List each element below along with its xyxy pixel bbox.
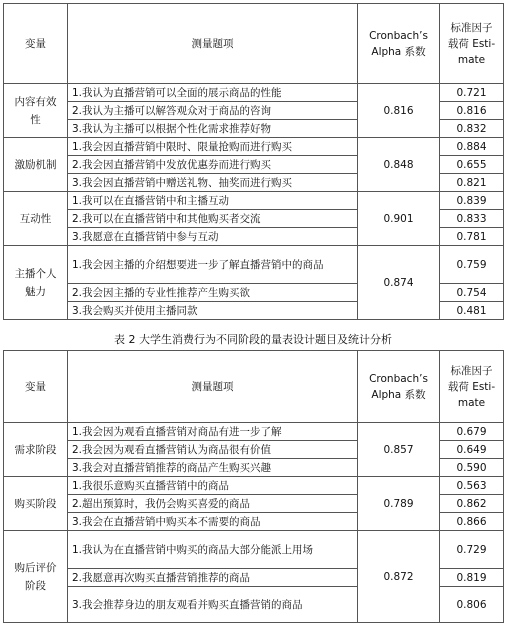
variable-cell: 互动性 xyxy=(4,192,68,246)
header-item: 测量题项 xyxy=(68,351,358,423)
loading-cell: 0.679 xyxy=(440,423,504,441)
loading-cell: 0.781 xyxy=(440,228,504,246)
item-cell: 2.我认为主播可以解答观众对于商品的咨询 xyxy=(68,102,358,120)
variable-label: 内容有效性 xyxy=(14,95,57,126)
alpha-cell: 0.874 xyxy=(358,246,440,320)
alpha-cell: 0.816 xyxy=(358,84,440,138)
loading-cell: 0.759 xyxy=(440,246,504,284)
table-row xyxy=(4,192,504,210)
loading-cell: 0.832 xyxy=(440,120,504,138)
alpha-cell: 0.901 xyxy=(358,192,440,246)
table-header-row xyxy=(4,351,504,423)
header-alpha-text: Cronbach’s Alpha 系数 xyxy=(369,372,428,401)
item-cell: 2.我可以在直播营销中和其他购买者交流 xyxy=(68,210,358,228)
item-cell: 2.我会因主播的专业性推荐产生购买欲 xyxy=(68,284,358,302)
table-1 xyxy=(3,3,504,320)
loading-cell: 0.590 xyxy=(440,459,504,477)
variable-cell xyxy=(4,138,68,192)
variable-label: 购后评价阶段 xyxy=(14,561,57,592)
variable-cell xyxy=(4,84,68,138)
header-loading-text: 标准因子载荷 Esti-mate xyxy=(447,21,496,66)
item-cell: 1.我会因为观看直播营销对商品有进一步了解 xyxy=(68,423,358,441)
header-alpha xyxy=(358,351,440,423)
loading-cell: 0.649 xyxy=(440,441,504,459)
loading-cell: 0.563 xyxy=(440,477,504,495)
item-cell: 3.我会对直播营销推荐的商品产生购买兴趣 xyxy=(68,459,358,477)
item-cell: 1.我可以在直播营销中和主播互动 xyxy=(68,192,358,210)
loading-cell: 0.862 xyxy=(440,495,504,513)
loading-cell: 0.833 xyxy=(440,210,504,228)
item-cell: 2.我会因为观看直播营销认为商品很有价值 xyxy=(68,441,358,459)
table-row xyxy=(4,423,504,441)
header-variable: 变量 xyxy=(4,351,68,423)
item-cell: 1.我认为直播营销可以全面的展示商品的性能 xyxy=(68,84,358,102)
loading-cell: 0.866 xyxy=(440,513,504,531)
loading-cell: 0.655 xyxy=(440,156,504,174)
table-2 xyxy=(3,350,504,623)
loading-cell: 0.729 xyxy=(440,531,504,569)
item-cell: 1.我会因直播营销中限时、限量抢购而进行购买 xyxy=(68,138,358,156)
header-alpha xyxy=(358,4,440,84)
loading-cell: 0.821 xyxy=(440,174,504,192)
header-loading xyxy=(440,351,504,423)
variable-cell xyxy=(4,531,68,623)
item-cell: 2.我会因直播营销中发放优惠券而进行购买 xyxy=(68,156,358,174)
table-row xyxy=(4,531,504,569)
table-row xyxy=(4,138,504,156)
header-alpha-text: Cronbach’s Alpha 系数 xyxy=(369,29,428,58)
item-cell: 3.我会购买并使用主播同款 xyxy=(68,302,358,320)
item-cell: 1.我认为在直播营销中购买的商品大部分能派上用场 xyxy=(68,531,358,569)
item-cell: 3.我会在直播营销中购买本不需要的商品 xyxy=(68,513,358,531)
item-cell: 3.我认为主播可以根据个性化需求推荐好物 xyxy=(68,120,358,138)
item-cell: 1.我会因主播的介绍想要进一步了解直播营销中的商品 xyxy=(68,246,358,284)
item-cell: 2.我愿意再次购买直播营销推荐的商品 xyxy=(68,569,358,587)
variable-cell: 需求阶段 xyxy=(4,423,68,477)
header-variable: 变量 xyxy=(4,4,68,84)
alpha-cell: 0.789 xyxy=(358,477,440,531)
alpha-cell: 0.872 xyxy=(358,531,440,623)
header-loading-text: 标准因子载荷 Esti-mate xyxy=(447,364,496,409)
table-row xyxy=(4,246,504,284)
alpha-cell: 0.857 xyxy=(358,423,440,477)
variable-label: 主播个人魅力 xyxy=(14,267,57,298)
variable-cell xyxy=(4,246,68,320)
table-row xyxy=(4,84,504,102)
loading-cell: 0.806 xyxy=(440,587,504,623)
loading-cell: 0.884 xyxy=(440,138,504,156)
loading-cell: 0.481 xyxy=(440,302,504,320)
variable-cell: 购买阶段 xyxy=(4,477,68,531)
item-cell: 1.我很乐意购买直播营销中的商品 xyxy=(68,477,358,495)
loading-cell: 0.816 xyxy=(440,102,504,120)
header-loading xyxy=(440,4,504,84)
loading-cell: 0.721 xyxy=(440,84,504,102)
item-cell: 3.我会因直播营销中赠送礼物、抽奖而进行购买 xyxy=(68,174,358,192)
alpha-cell: 0.848 xyxy=(358,138,440,192)
table-2-caption: 表 2 大学生消费行为不同阶段的量表设计题目及统计分析 xyxy=(114,333,392,346)
table-row xyxy=(4,477,504,495)
loading-cell: 0.754 xyxy=(440,284,504,302)
item-cell: 2.超出预算时，我仍会购买喜爱的商品 xyxy=(68,495,358,513)
loading-cell: 0.839 xyxy=(440,192,504,210)
item-cell: 3.我会推荐身边的朋友观看并购买直播营销的商品 xyxy=(68,587,358,623)
header-item: 测量题项 xyxy=(68,4,358,84)
table-header-row xyxy=(4,4,504,84)
variable-label: 激励机制 xyxy=(14,158,57,171)
loading-cell: 0.819 xyxy=(440,569,504,587)
item-cell: 3.我愿意在直播营销中参与互动 xyxy=(68,228,358,246)
